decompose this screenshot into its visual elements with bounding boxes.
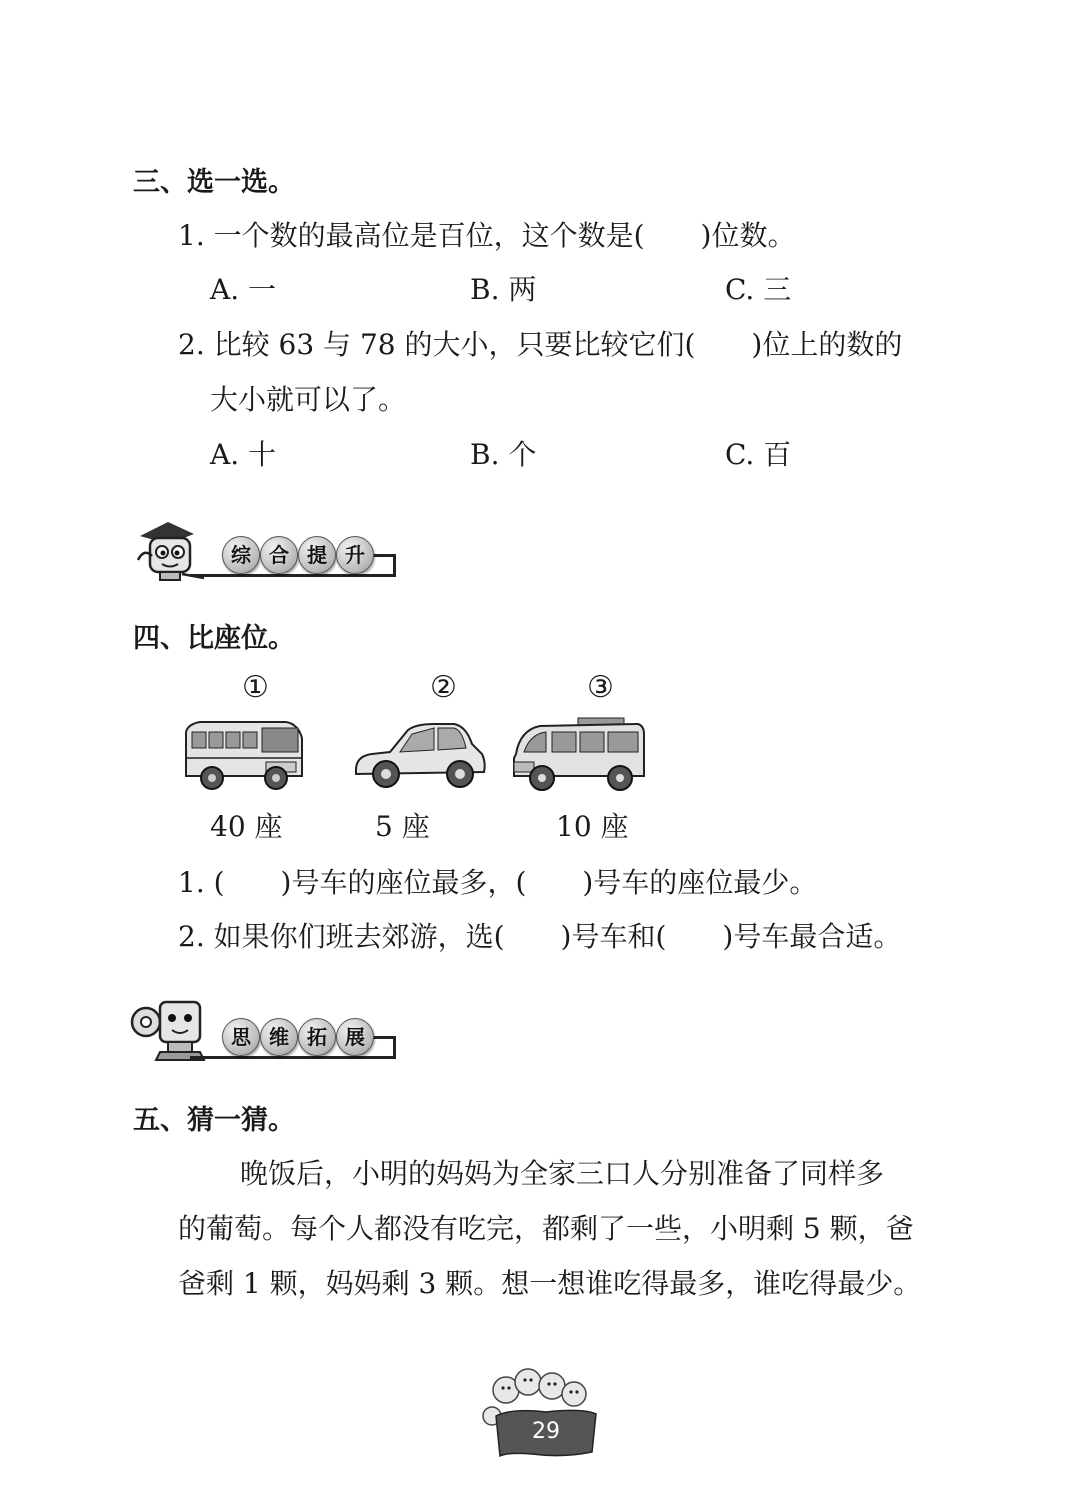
q2-option-b: B. 个 — [470, 438, 537, 471]
badge-char: 综 — [222, 536, 260, 574]
section-3-question-2-line-2: 大小就可以了。 — [210, 383, 407, 416]
vehicle-3-seats: 10 座 — [556, 810, 629, 843]
badge-char: 合 — [260, 536, 298, 574]
section-4-title: 四、比座位。 — [133, 623, 295, 654]
badge-char: 升 — [336, 536, 374, 574]
bus-icon — [182, 718, 306, 794]
section-5-paragraph-line-1: 晚饭后，小明的妈妈为全家三口人分别准备了同样多 — [240, 1157, 885, 1190]
vehicle-3-mark: ③ — [587, 670, 614, 705]
vehicle-1-mark: ① — [242, 670, 269, 705]
section-badge-comprehensive — [130, 508, 400, 588]
section-4-question-1: 1. ( )号车的座位最多，( )号车的座位最少。 — [178, 866, 818, 899]
section-badge-thinking-expansion — [130, 990, 400, 1070]
q2-option-a: A. 十 — [210, 438, 277, 471]
q1-option-a: A. 一 — [210, 273, 277, 306]
section-5-paragraph-line-3: 爸剩 1 颗，妈妈剩 3 颗。想一想谁吃得最多，谁吃得最少。 — [178, 1267, 922, 1300]
q2-option-c: C. 百 — [725, 438, 792, 471]
vehicle-2-mark: ② — [430, 670, 457, 705]
section-4-question-2: 2. 如果你们班去郊游，选( )号车和( )号车最合适。 — [178, 920, 902, 953]
q1-option-c: C. 三 — [725, 273, 792, 306]
section-5-paragraph-line-2: 的葡萄。每个人都没有吃完，都剩了一些，小明剩 5 颗，爸 — [178, 1212, 914, 1245]
section-3-title: 三、选一选。 — [133, 167, 295, 198]
car-icon — [350, 718, 490, 794]
section-5-title: 五、猜一猜。 — [133, 1105, 295, 1136]
badge-char: 维 — [260, 1018, 298, 1056]
van-icon — [510, 714, 648, 794]
section-3-question-2-line-1: 2. 比较 63 与 78 的大小，只要比较它们( )位上的数的 — [178, 328, 903, 361]
badge-char: 拓 — [298, 1018, 336, 1056]
vehicle-1-seats: 40 座 — [210, 810, 283, 843]
cartoon-teacher-icon — [130, 508, 210, 584]
q1-option-b: B. 两 — [470, 273, 537, 306]
section-3-question-1: 1. 一个数的最高位是百位，这个数是( )位数。 — [178, 219, 796, 252]
badge-char: 思 — [222, 1018, 260, 1056]
badge-char: 展 — [336, 1018, 374, 1056]
badge-char: 提 — [298, 536, 336, 574]
cartoon-computer-icon — [130, 990, 210, 1066]
page-number: 29 — [532, 1419, 560, 1444]
vehicle-2-seats: 5 座 — [375, 810, 430, 843]
